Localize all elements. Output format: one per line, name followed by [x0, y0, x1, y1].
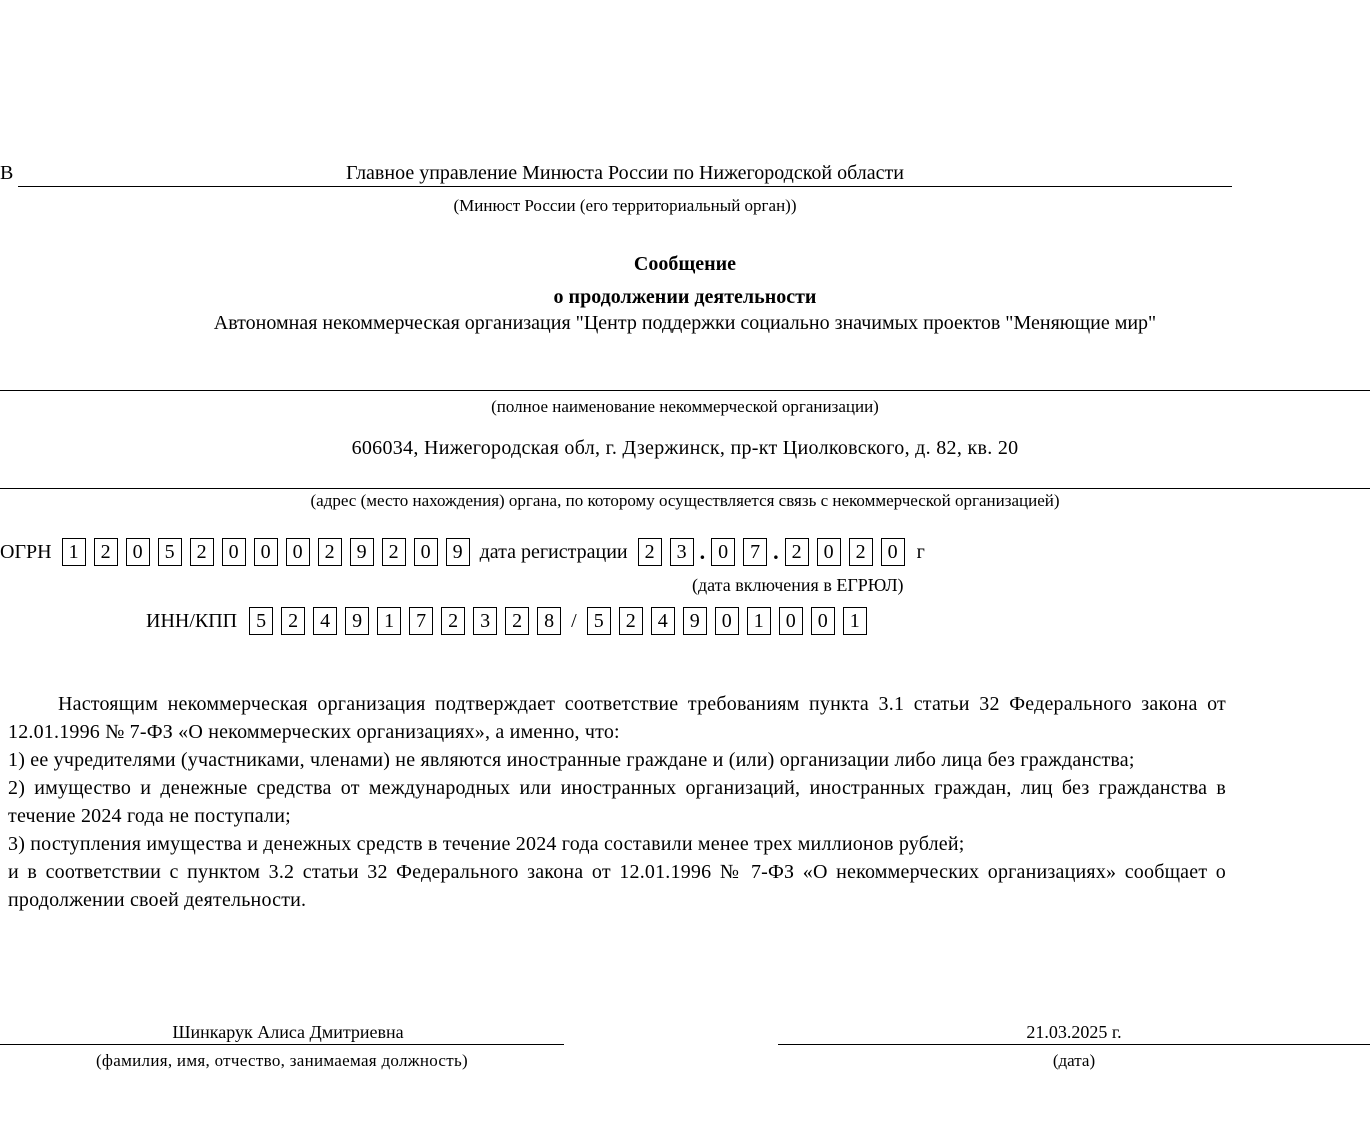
inn-digit: 3 — [473, 607, 497, 635]
registration-month-digit: 7 — [743, 538, 767, 566]
kpp-digit: 0 — [715, 607, 739, 635]
ogrn-digit: 2 — [318, 538, 342, 566]
date-separator: . — [699, 539, 706, 564]
body-closing: и в соответствии с пунктом 3.2 статьи 32 Федерального закона от 12.01.1996 № 7-ФЗ «О некоммерческих организациях» сообщает о продолжении своей деятельности. — [8, 861, 1226, 911]
ogrn-digit: 0 — [286, 538, 310, 566]
date-separator: . — [773, 539, 779, 564]
body-item-1: 1) ее учредителями (участниками, членами) не являются иностранные граждане и (или) организации либо лица без гражданства; — [8, 749, 1135, 771]
recipient-caption: (Минюст России (его территориальный орган)) — [453, 196, 797, 215]
document-title: Сообщение — [633, 253, 737, 275]
signer-underline — [0, 1044, 564, 1045]
ogrn-digit: 5 — [158, 538, 182, 566]
ogrn-digit: 2 — [190, 538, 214, 566]
ogrn-digit: 0 — [126, 538, 150, 566]
ogrn-label: ОГРН — [0, 540, 52, 563]
kpp-digit: 0 — [779, 607, 803, 635]
registration-year-digit: 0 — [817, 538, 841, 566]
registration-day-digit: 3 — [670, 538, 694, 566]
inn-digit: 2 — [505, 607, 529, 635]
body-item-2: 2) имущество и денежные средства от международных или иностранных организаций, иностранных граждан, лиц без гражданства в течение 2024 года не поступали; — [8, 777, 1226, 827]
signature-date-caption: (дата) — [1052, 1051, 1096, 1070]
organization-address-underline — [0, 488, 1370, 489]
body-intro: Настоящим некоммерческая организация подтверждает соответствие требованиям пункта 3.1 статьи 32 Федерального закона от 12.01.1996 № 7-ФЗ «О некоммерческих организациях», а именно, что: — [8, 693, 1226, 743]
registration-month-digit: 0 — [711, 538, 735, 566]
kpp-digit: 5 — [587, 607, 611, 635]
signature-date: 21.03.2025 г. — [1026, 1022, 1122, 1042]
recipient-authority: Главное управление Минюста России по Нижегородской области — [346, 162, 904, 184]
ogrn-digit: 0 — [222, 538, 246, 566]
kpp-digit: 1 — [843, 607, 867, 635]
signer-caption: (фамилия, имя, отчество, занимаемая должность) — [95, 1051, 469, 1070]
recipient-prefix: В — [0, 162, 14, 184]
registration-day-digit: 2 — [638, 538, 662, 566]
inn-kpp-separator: / — [571, 609, 577, 632]
registration-date-caption: (дата включения в ЕГРЮЛ) — [692, 575, 904, 595]
organization-name-underline — [0, 390, 1370, 391]
signer-name: Шинкарук Алиса Дмитриевна — [172, 1022, 404, 1042]
organization-name-caption: (полное наименование некоммерческой организации) — [491, 397, 879, 416]
ogrn-digit: 2 — [382, 538, 406, 566]
inn-digit: 2 — [441, 607, 465, 635]
inn-digit: 7 — [409, 607, 433, 635]
ogrn-digit-boxes — [62, 538, 478, 566]
ogrn-digit: 0 — [414, 538, 438, 566]
ogrn-digit: 9 — [446, 538, 470, 566]
body-text — [8, 690, 1226, 914]
kpp-digit: 1 — [747, 607, 771, 635]
ogrn-digit: 9 — [350, 538, 374, 566]
kpp-digit: 0 — [811, 607, 835, 635]
year-suffix: г — [916, 540, 925, 563]
inn-kpp-label: ИНН/КПП — [146, 609, 238, 632]
ogrn-row — [0, 538, 925, 566]
ogrn-digit: 0 — [254, 538, 278, 566]
recipient-underline — [18, 186, 1232, 187]
inn-digit: 8 — [537, 607, 561, 635]
registration-date-label: дата регистрации — [479, 540, 628, 563]
registration-year-digit: 2 — [785, 538, 809, 566]
inn-digit: 4 — [313, 607, 337, 635]
inn-digit: 9 — [345, 607, 369, 635]
organization-address: 606034, Нижегородская обл, г. Дзержинск, пр-кт Циолковского, д. 82, кв. 20 — [351, 437, 1019, 459]
inn-digit: 2 — [281, 607, 305, 635]
signature-date-underline — [778, 1044, 1370, 1045]
inn-digit: 1 — [377, 607, 401, 635]
ogrn-digit: 2 — [94, 538, 118, 566]
inn-digit: 5 — [249, 607, 273, 635]
registration-year-digit: 0 — [881, 538, 905, 566]
body-item-3: 3) поступления имущества и денежных средств в течение 2024 года составили менее трех миллионов рублей; — [8, 833, 965, 855]
inn-kpp-row — [146, 607, 875, 635]
organization-full-name: Автономная некоммерческая организация "Центр поддержки социально значимых проектов "Меняющие мир" — [213, 312, 1157, 334]
kpp-digit: 2 — [619, 607, 643, 635]
registration-year-digit: 2 — [849, 538, 873, 566]
document-subtitle: о продолжении деятельности — [553, 286, 817, 308]
organization-address-caption: (адрес (место нахождения) органа, по которому осуществляется связь с некоммерческой организацией) — [310, 491, 1060, 510]
kpp-digit: 9 — [683, 607, 707, 635]
kpp-digit: 4 — [651, 607, 675, 635]
ogrn-digit: 1 — [62, 538, 86, 566]
